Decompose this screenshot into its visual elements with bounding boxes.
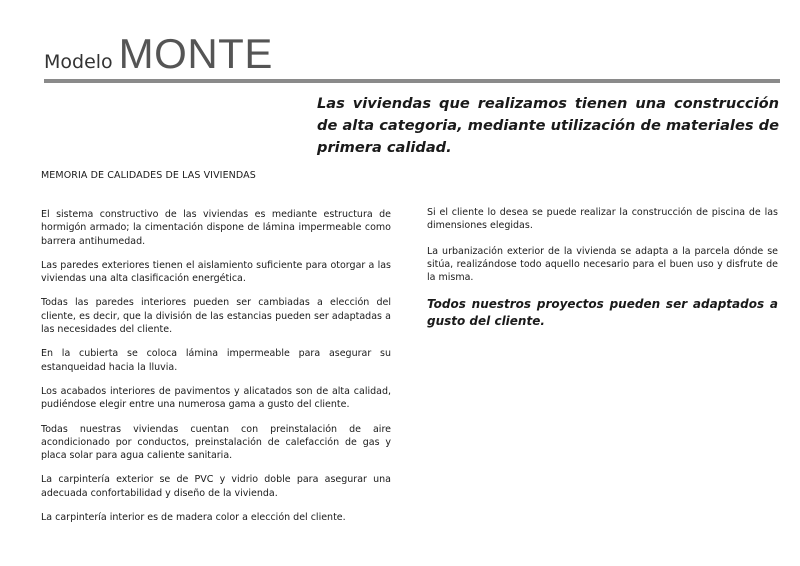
right-column (427, 206, 778, 341)
left-column (41, 208, 391, 535)
title-model-name: MONTE (118, 30, 273, 77)
paragraph-installations: Todas nuestras viviendas cuentan con preinstalación de aire acondicionado por conductos, preinstalación de calefacción de gas y placa solar para agua caliente sanitaria. (41, 423, 391, 462)
paragraph-exterior-walls: Las paredes exteriores tienen el aislamiento suficiente para otorgar a las viviendas una alta clasificación energética. (41, 259, 391, 285)
section-title: MEMORIA DE CALIDADES DE LAS VIVIENDAS (41, 170, 256, 181)
page-title (44, 30, 780, 78)
closing-statement: Todos nuestros proyectos pueden ser adaptados a gusto del cliente. (427, 297, 778, 328)
paragraph-exterior-carpentry: La carpintería exterior se de PVC y vidrio doble para asegurar una adecuada confortabilidad y diseño de la vivienda. (41, 474, 391, 499)
paragraph-roof: En la cubierta se coloca lámina impermeable para asegurar su estanqueidad hacia la lluvia. (41, 348, 391, 373)
paragraph-interior-carpentry: La carpintería interior es de madera color a elección del cliente. (41, 512, 346, 524)
paragraph-urbanization: La urbanización exterior de la vivienda se adapta a la parcela dónde se sitúa, realizándose todo aquello necesario para el buen uso y disfrute de la misma. (427, 245, 778, 284)
paragraph-interior-walls: Todas las paredes interiores pueden ser cambiadas a elección del cliente, es decir, que la división de las estancias pueden ser adaptadas a las necesidades del cliente. (41, 297, 391, 336)
paragraph-finishes: Los acabados interiores de pavimentos y alicatados son de alta calidad, pudiéndose elegir entre una numerosa gama a gusto del cliente. (41, 385, 391, 411)
page-header (44, 30, 780, 78)
paragraph-structure: El sistema constructivo de las viviendas es mediante estructura de hormigón armado; la cimentación dispone de lámina impermeable como barrera antihumedad. (41, 209, 391, 247)
paragraph-pool: Si el cliente lo desea se puede realizar la construcción de piscina de las dimensiones elegidas. (427, 207, 778, 232)
tagline: Las viviendas que realizamos tienen una construcción de alta categoria, mediante utilización de materiales de primera calidad. (317, 95, 779, 156)
title-prefix: Modelo (44, 51, 113, 73)
header-divider (44, 79, 780, 83)
